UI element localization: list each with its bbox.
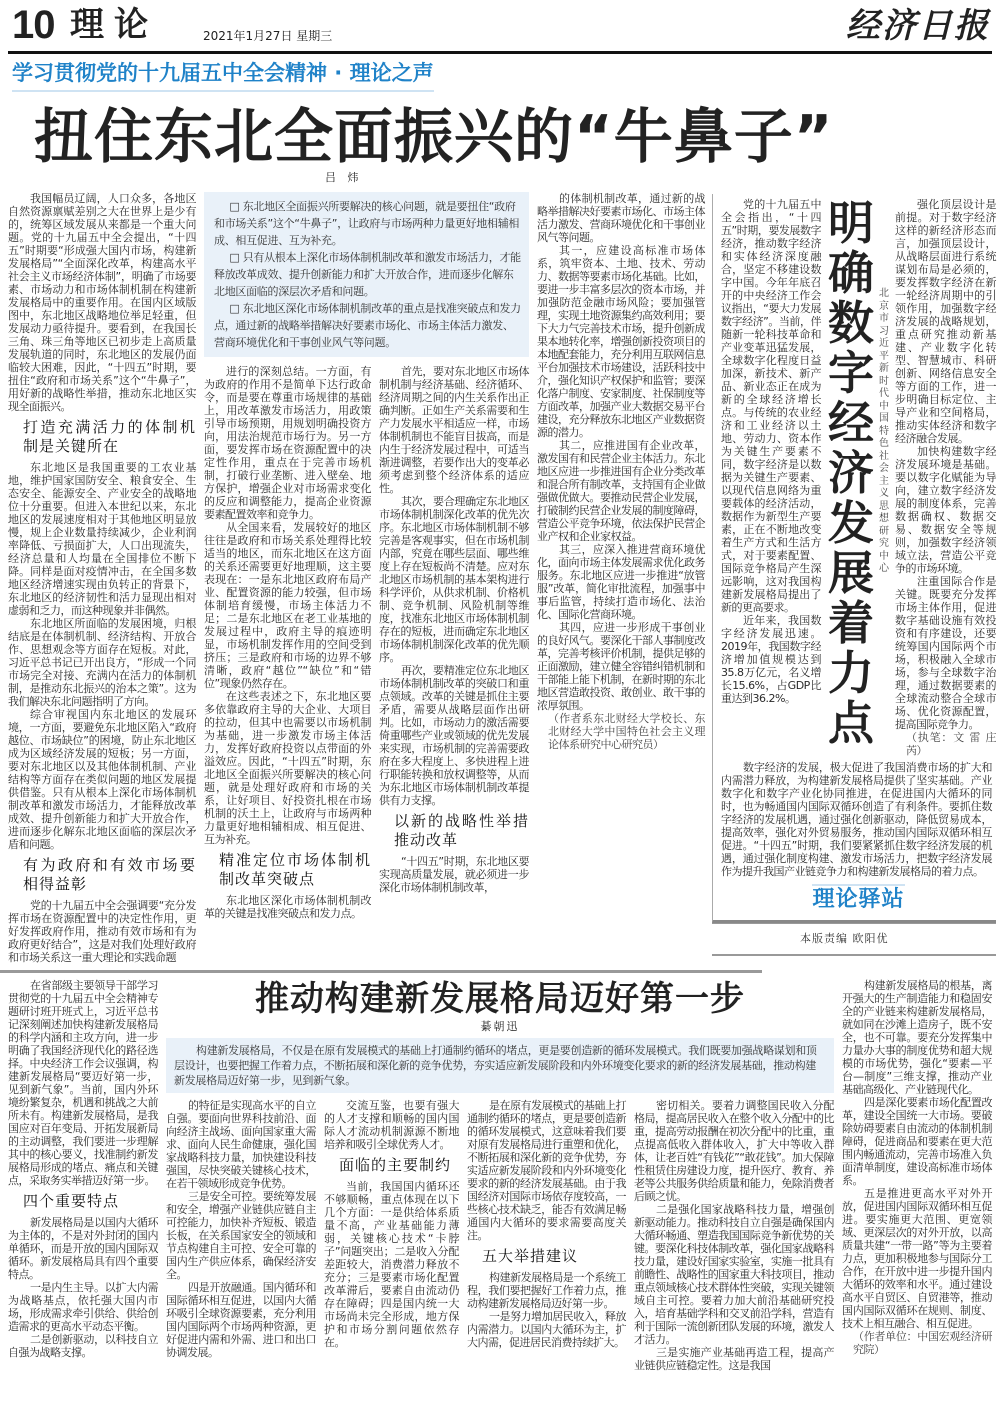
article1-middle-columns (204, 365, 529, 920)
paragraph: 当前，我国国内循环还不够顺畅，重点体现在以下几个方面：一是供给体系质量不高，产业基础能力薄弱，关键核心技术“卡脖子”问题突出；二是收入分配差距较大，消费潜力释放不充分；三是要素市场化配置改革滞后，要素自由流动仍存在障碍；四是国内统一大市场尚未完全形成，地方保护和市场分割问题依然存在。 (324, 1180, 459, 1349)
digital-article-author: 北京市习近平新时代中国特色社会主义思想研究中心 (879, 288, 889, 574)
paragraph: 数字经济的发展，极大促进了我国消费市场的扩大和内需潜力释放，为构建新发展格局提供了坚实基础。产业数字化和数字产业化协同推进，在促进国内大循环的同时，也为畅通国内国际双循环创造了有利条件。要抓住数字经济的发展机遇，通过强化创新驱动，降低贸易成本，提高效率，强化对外贸易服务，推动国内国际双循环相互促进。“十四五”时期，我们要紧紧抓住数字经济发展的机遇，通过强化制度构建、激发市场活力，把数字经济发展作为提升我国产业链竞争力和构建新发展格局的着力点。 (721, 761, 992, 878)
article-separator (0, 970, 762, 973)
paragraph: 四是开放融通。国内循环和国际循环相互促进，以国内大循环吸引全球资源要素，充分利用国内国际两个市场两种资源，更好促进内需和外需、进口和出口协调发展。 (166, 1281, 316, 1359)
paragraph: 二是创新驱动，以科技自立自强为战略支撑。 (8, 1333, 158, 1359)
author-note: （执笔：文 雷 庄 芮） (906, 731, 996, 757)
paragraph: 的特征是实现高水平的自立自强。要面向世界科技前沿、面向经济主战场、面向国家重大需求、面向人民生命健康，强化国家战略科技力量，加快建设科技强国，尽快突破关键核心技术，在若干领域形成竞争优势。 (166, 1099, 316, 1190)
digital-column-a (721, 198, 821, 705)
subheading: 有为政府和有效市场要相得益彰 (23, 856, 196, 893)
paragraph: 近年来，我国数字经济发展迅速。2019年，我国数字经济增加值规模达到35.8万亿元，名义增长15.6%，占GDP比重达到36.2%。 (721, 614, 821, 705)
paragraph: 党的十九届五中全会强调要“充分发挥市场在资源配置中的决定性作用，更好发挥政府作用，推动有效市场和有为政府更好结合”，这是对我们处理好政府和市场关系这一重大理论和实践命题 (8, 899, 196, 964)
paragraph: 一是努力增加居民收入，释放内需潜力。以国内大循环为主，扩大内需，促进居民消费持续扩大。 (467, 1310, 626, 1349)
article2-headline: 推动构建新发展格局迈好第一步 (255, 979, 745, 1019)
section-name: 理论 (70, 5, 158, 45)
paragraph: 三是实施产业基础再造工程，提高产业链供应链稳定性。这是我国 (634, 1346, 834, 1372)
article2-byline: 綦朝迅 (480, 1020, 520, 1033)
paragraph: 三是安全可控。要统筹发展和安全，增强产业链供应链自主可控能力，加快补齐短板、锻造长板，在关系国家安全的领域和节点构建自主可控、安全可靠的国内生产供应体系，确保经济安全。 (166, 1190, 316, 1281)
page-number: 10 (12, 3, 55, 47)
article2-middle-columns (166, 1099, 834, 1372)
paragraph: 在这些表述之下，东北地区要多依靠政府主导的大企业、大项目的拉动，但其中也需要以市场机制为基础，进一步激发市场主体活力，发挥好政府投资以点带面的外溢效应。因此，“十四五”时期，东北地区全面振兴所要解决的核心问题，就是处理好政府和市场的关系，让好项目、好投资扎根在市场机制的沃土上，让政府与市场两种力量更好地相辅相成、相互促进、互为补充。 (204, 690, 371, 846)
paragraph: 首先，要对东北地区市场体制机制与经济基础、经济循环、经济周期之间的内生关系作出正确判断。正如生产关系需要和生产力发展水平相适应一样，市场体制机制也不能盲目拔高，而是内生于经济发展过程中，可适当渐进调整，若要作出大的变革必须考虑到整个经济体系的适应性。 (379, 365, 529, 495)
summary-text: 构建新发展格局，不仅是在原有发展模式的基础上打通制约循环的堵点，更是要创造新的循环发展模式。我们既要加强战略谋划和顶层设计，也要把握工作着力点，不断拓展和深化新的竞争优势，夯实适应新发展阶段和内外环境变化要求的新的经济发展基础，推动构建新发展格局迈好第一步，见到新气象。 (174, 1044, 817, 1087)
article1-column-1 (8, 192, 196, 964)
summary-point: □ 只有从根本上深化市场体制机制改革和激发市场活力，才能释放改革成效、提升创新能力和扩大开放合作，进而逐步化解东北地区面临的深层次矛盾和问题。 (214, 249, 521, 300)
paragraph: “十四五”时期，东北地区要实现高质量发展，就必须进一步深化市场体制机制改革， (379, 855, 529, 894)
paragraph: 二是强化国家战略科技力量，增强创新驱动能力。推动科技自立自强是确保国内大循环畅通、塑造我国国际竞争新优势的关键。要深化科技体制改革，强化国家战略科技力量，建设好国家实验室，实施一批具有前瞻性、战略性的国家重大科技项目，推动重点领域核心技术群体性突破，实现关键领域自主可控。要着力加大前沿基础研究投入，培育基础学科和交叉前沿学科，营造有利于国际一流创新团队发展的环境，激发人才活力。 (634, 1203, 834, 1346)
paragraph: 从全国来看，发展较好的地区往往是政府和市场关系处理得比较适当的地区，而东北地区在这方面的关系还需要更好地理顺，这主要表现在：一是东北地区政府布局产业、配置资源的能力较强，但市场体制培育缓慢，市场主体活力不足；二是东北地区在老工业基地的发展过程中，政府主导的痕迹明显，市场机制发挥作用的空间受到挤压；三是政府和市场的边界不够清晰，政府“越位”“缺位”和“错位”现象仍然存在。 (204, 521, 371, 690)
subheading: 面临的主要制约 (339, 1156, 452, 1174)
article1-headline: 扭住东北全面振兴的“牛鼻子” (34, 102, 834, 171)
article2-column-5 (634, 1099, 834, 1372)
digital-article-title: 明确数字经济发展着力点 (828, 196, 874, 750)
paragraph: 构建新发展格局的根基，离开强大的生产制造能力和稳固安全的产业链来构建新发展格局，就如同在沙滩上造房子，既不安全，也不可靠。要充分发挥集中力量办大事的制度优势和超大规模的市场优势，强化“要素—平台—制度”三维支撑，推动产业基础高级化、产业链现代化。 (842, 979, 992, 1096)
article1-column-3 (379, 365, 529, 894)
digital-top-row (721, 198, 996, 757)
author-note: （作者系东北财经大学校长、东北财经大学中国特色社会主义理论体系研究中心研究员） (548, 712, 705, 751)
subheading: 以新的战略性举措推动改革 (394, 812, 529, 849)
paragraph: 其次，要合理确定东北地区市场体制机制深化改革的优先次序。东北地区市场体制机制不够完善是客观事实，但在市场机制内部，究竟在哪些层面、哪些维度上存在短板尚不清楚。应对东北地区市场机制的基本架构进行科学评价，从供求机制、价格机制、竞争机制、风险机制等维度，找准东北地区市场体制机制存在的短板，进而确定东北地区市场体制机制深化改革的优先顺序。 (379, 495, 529, 664)
top-section (0, 60, 1000, 964)
article2-column-6 (842, 979, 992, 1356)
paragraph: 东北地区深化市场体制机制改革的关键是找准突破点和发力点。 (204, 894, 371, 920)
subheading: 精准定位市场体制机制改革突破点 (219, 851, 371, 888)
subheading: 五大举措建议 (482, 1247, 579, 1265)
paragraph: 一是内生主导。以扩大内需为战略基点，依托强大国内市场，形成需求牵引供给、供给创造需求的更高水平动态平衡。 (8, 1281, 158, 1333)
paragraph: 综合审视国内东北地区的发展环境，一方面，要避免东北地区陷入“政府越位、市场缺位”的困境，防止东北地区成为区域经济发展的短板；另一方面，要对东北地区以及其他体制机制、产业结构等方面存在类似问题的地区发展提供借鉴。只有从根本上深化市场体制机制改革和激发市场活力，才能释放改革成效、提升创新能力和扩大开放合作，进而逐步化解东北地区面临的深层次矛盾和问题。 (8, 708, 196, 851)
right-sidebar (712, 194, 996, 956)
paragraph: 构建新发展格局是一个系统工程，我们要把握好工作着力点，推动构建新发展格局迈好第一步。 (467, 1271, 626, 1310)
article2-column-4 (467, 1099, 626, 1349)
article2 (0, 979, 1000, 1372)
article1-middle (204, 192, 529, 920)
article1-byline: 吕 炜 (325, 171, 363, 184)
paragraph: 强化顶层设计是前提。对于数字经济这样的新经济形态而言，加强顶层设计，从战略层面进行系统谋划布局是必须的，要发挥数字经济在新一轮经济周期中的引领作用，加强数字经济发展的战略规划，重点研究推动新基建、产业数字化转型、智慧城市、科研创新、网络信息安全等方面的工作，进一步明确目标定位、主导产业和空间格局，推动实体经济和数字经济融合发展。 (895, 198, 996, 445)
digital-economy-box (712, 194, 996, 923)
article1-summary-box (204, 192, 529, 357)
page-editor: 本版责编 欧阳优 (800, 932, 889, 945)
paragraph: 在省部级主要领导干部学习贯彻党的十九届五中全会精神专题研讨班开班式上，习近平总书记深刻阐述加快构建新发展格局的科学内涵和主攻方向，进一步明确了我国经济现代化的路径选择。中央经济工作会议强调，构建新发展格局“要迈好第一步，见到新气象”。当前，国内外环境纷繁复杂，机遇和挑战之大前所未有。构建新发展格局，是我国应对百年变局、开拓发展新局的主动调整，我们要进一步理解其中的核心要义，找准制约新发展格局形成的堵点、痛点和关键点，采取务实举措迈好第一步。 (8, 979, 158, 1187)
article1-column-2 (204, 365, 371, 920)
column-logo-wrap (721, 884, 996, 914)
subheading: 打造充满活力的体制机制是关键所在 (23, 418, 196, 455)
divider (712, 954, 996, 956)
paragraph: 加快构建数字经济发展环境是基础。要以数字化赋能为导向，建立数字经济发展的制度体系，完善数据确权、数据交易、数据安全等规则，加强数字经济领域立法，营造公平竞争的市场环境。 (895, 445, 996, 575)
paragraph: 五是推进更高水平对外开放，促进国内国际双循环相互促进。要实施更大范围、更宽领域、更深层次的对外开放，以高质量共建“一带一路”等为主要着力点，更加积极地参与国际分工合作，在开放中进一步提升国内大循环的效率和水平。通过建设高水平自贸区、自贸港等，推动国内国际双循环在规则、制度、技术上相互融合、相互促进。 (842, 1187, 992, 1330)
article2-column-2 (166, 1099, 316, 1359)
article1-columns (8, 192, 705, 964)
masthead-rule (8, 51, 992, 54)
article2-middle (166, 979, 834, 1372)
article2-column-3 (324, 1099, 459, 1349)
paragraph: 是在原有发展模式的基础上打通制约循环的堵点，更是要创造新的循环发展模式，这意味着我们要对原有发展格局进行重塑和优化，不断拓展和深化新的竞争优势，夯实适应新发展阶段和内外环境变化要求的新的经济发展基础。由于我国经济对国际市场依存度较高，一些核心技术缺乏，能否有效满足畅通国内大循环的要求需要高度关注。 (467, 1099, 626, 1242)
paragraph: 交流互鉴，也要有强大的人才支撑和顺畅的国内国际人才流动机制源源不断地培养和吸引全球优秀人才。 (324, 1099, 459, 1151)
issue-date: 2021年1月27日 星期三 (203, 29, 333, 43)
paragraph: 再次，要精准定位东北地区市场体制机制改革的突破口和重点领域。改革的关键是抓住主要矛盾，需要从战略层面作出研判。比如，市场动力的激活需要倚重哪些产业或领域的优先发展来实现，市场机制的完善需要政府在多大程度上、多快进程上进行职能转换和放权调整等，从而为东北地区市场体制机制改革提供有力支撑。 (379, 664, 529, 807)
paragraph: 四是深化要素市场化配置改革，建设全国统一大市场。要破除妨碍要素自由流动的体制机制障碍，促进商品和要素在更大范围内畅通流动，完善市场准入负面清单制度，建设高标准市场体系。 (842, 1096, 992, 1187)
paragraph: 我国幅员辽阔，人口众多，各地区自然资源禀赋差别之大在世界上是少有的，统筹区域发展从来都是一个重大问题。党的十九届五中全会提出，“十四五”时期要“形成强大国内市场，构建新发展格局”“全面深化改革，构建高水平社会主义市场经济体制”，明确了市场要素、市场动力和市场体制机制在构建新发展格局中的重要作用。在国内区域版图中，东北地区战略地位举足轻重，但发展动力亟待提升。要看到，在我国长三角、珠三角等地区已初步走上高质量发展轨道的同时，东北地区的发展仍面临较大困难，因此，“十四五”时期，要扭住“政府和市场关系”这个“牛鼻子”，用好新的战略性举措，推动东北地区实现全面振兴。 (8, 192, 196, 413)
summary-point: □ 东北地区全面振兴所要解决的核心问题，就是要扭住“政府和市场关系”这个“牛鼻子”，让政府与市场两种力量更好地相辅相成、相互促进、互为补充。 (214, 198, 521, 249)
digital-column-a2 (721, 761, 996, 878)
column-logo-theory-station: 理论驿站 (812, 884, 904, 914)
subheading: 四个重要特点 (23, 1192, 120, 1210)
author-note: （作者单位：中国宏观经济研究院） (853, 1330, 992, 1356)
article2-summary-box (166, 1038, 834, 1093)
paragraph: 的体制机制改革，通过新的战略举措解决好要素市场化、市场主体活力激发、营商环境优化和干事创业风气等问题。 (537, 192, 705, 244)
series-banner: 学习贯彻党的十九届五中全会精神 · 理论之声 (12, 60, 434, 92)
paragraph: 其三，应深入推进营商环境优化，面向市场主体发展需求优化政务服务。东北地区应进一步推进“放管服”改革，简化审批流程，加强事中事后监管，持续打造市场化、法治化、国际化营商环境。 (537, 543, 705, 621)
paragraph: 党的十九届五中全会指出，“十四五”时期，要发展数字经济，推动数字经济和实体经济深度融合，坚定不移建设数字中国。今年年底召开的中央经济工作会议指出，“要大力发展数字经济”。当前，伴随新一轮科技革命和产业变革迅猛发展，全球数字化程度日益加深，新技术、新产品、新业态正在成为新的全球经济增长点。与传统的农业经济和工业经济以土地、劳动力、资本作为关键生产要素不同，数字经济是以数据为关键生产要素、以现代信息网络为重要载体的经济活动，数据作为新型生产要素，正在不断地改变着生产方式和生活方式，对于要素配置、国际竞争格局产生深远影响，这对我国构建新发展格局提出了新的更高要求。 (721, 198, 821, 614)
summary-point: □ 东北地区深化市场体制机制改革的重点是找准突破点和发力点，通过新的战略举措解决好要素市场化、市场主体活力激发、营商环境优化和干事创业风气等问题。 (214, 300, 521, 351)
paragraph: 其一，应建设高标准市场体系，筑牢资本、土地、技术、劳动力、数据等要素市场化基础。比如，要进一步丰富多层次的资本市场，并加强防范金融市场风险；要加强管理，实现土地资源集约高效利用；要下大力气完善技术市场，提升创新成果本地转化率，增强创新投资项目的本地配套能力，充分利用互联网信息平台加强技术市场建设，活跃科技中介，强化知识产权保护和监管；要深化落户制度、安家制度、社保制度等方面改革，加强产业大数据交易平台建设，充分释放东北地区产业数据资源的潜力。 (537, 244, 705, 439)
paragraph: 其四，应进一步形成干事创业的良好风气。要深化干部人事制度改革，完善考核评价机制，提供足够的正面激励，建立健全容错纠错机制和干部能上能下机制，在新时期的东北地区营造敢投资、敢创业、敢干事的浓厚氛围。 (537, 621, 705, 712)
paragraph: 新发展格局是以国内大循环为主体的，不是对外封闭的国内单循环，而是开放的国内国际双循环。新发展格局具有四个重要特点。 (8, 1216, 158, 1281)
newspaper-logo: 经济日报 (846, 6, 990, 46)
paragraph: 进行的深刻总结。一方面，有为政府的作用不是简单下达行政命令，而是要在尊重市场规律的基础上，用改革激发市场活力，用政策引导市场预期，用规划明确投资方向，用法治规范市场行为。另一方面，要发挥市场在资源配置中的决定性作用，重点在于完善市场机制，打破行业垄断、进入壁垒、地方保护，增强企业对市场需求变化的反应和调整能力，提高企业资源要素配置效率和竞争力。 (204, 365, 371, 521)
paragraph: 注重国际合作是关键。既要充分发挥市场主体作用，促进数字基础设施有效投资和有序建设，还要统筹国内国际两个市场，积极融入全球市场，参与全球数字治理，通过数据要素的全球流动整合全球市场、优化资源配置，提高国际竞争力。 (895, 575, 996, 731)
paragraph: 其二，应推进国有企业改革，激发国有和民营企业主体活力。东北地区应进一步推进国有企业分类改革和混合所有制改革，支持国有企业做强做优做大。要推动民营企业发展，打破制约民营企业发展的制度障碍，营造公平竞争环境，依法保护民营企业产权和企业家权益。 (537, 439, 705, 543)
article2-column-1 (8, 979, 158, 1359)
article1-column-4 (537, 192, 705, 751)
digital-column-b (895, 198, 996, 757)
paragraph: 东北地区是我国重要的工农业基地，维护国家国防安全、粮食安全、生态安全、能源安全、产业安全的战略地位十分重要。但进入本世纪以来，东北地区的发展速度相对于其他地区明显放慢，规上企业数量持续减少，企业利润率降低、亏损面扩大，人口出现流失，经济总量和人均量在全国排位不断下降。同样是面对疫情冲击，在全国多数地区经济增速实现由负转正的背景下，东北地区的经济韧性和活力显现出相对虚弱和乏力，而这种现象并非偶然。 (8, 461, 196, 617)
paragraph: 密切相关。要着力调整国民收入分配格局，提高居民收入在整个收入分配中的比重，提高劳动报酬在初次分配中的比重，重点提高低收入群体收入，扩大中等收入群体，让老百姓“有钱花”“敢花钱”。加大保障性租赁住房建设力度，提升医疗、教育、养老等公共服务供给质量和能力，免除消费者后顾之忧。 (634, 1099, 834, 1203)
paragraph: 东北地区所面临的发展困境，归根结底是在体制机制、经济结构、开放合作、思想观念等方面存在短板。对此，习近平总书记已开出良方，“形成一个同市场完全对接、充满内在活力的体制机制，是推动东北振兴的治本之策”。这为我们解决东北问题指明了方向。 (8, 617, 196, 708)
